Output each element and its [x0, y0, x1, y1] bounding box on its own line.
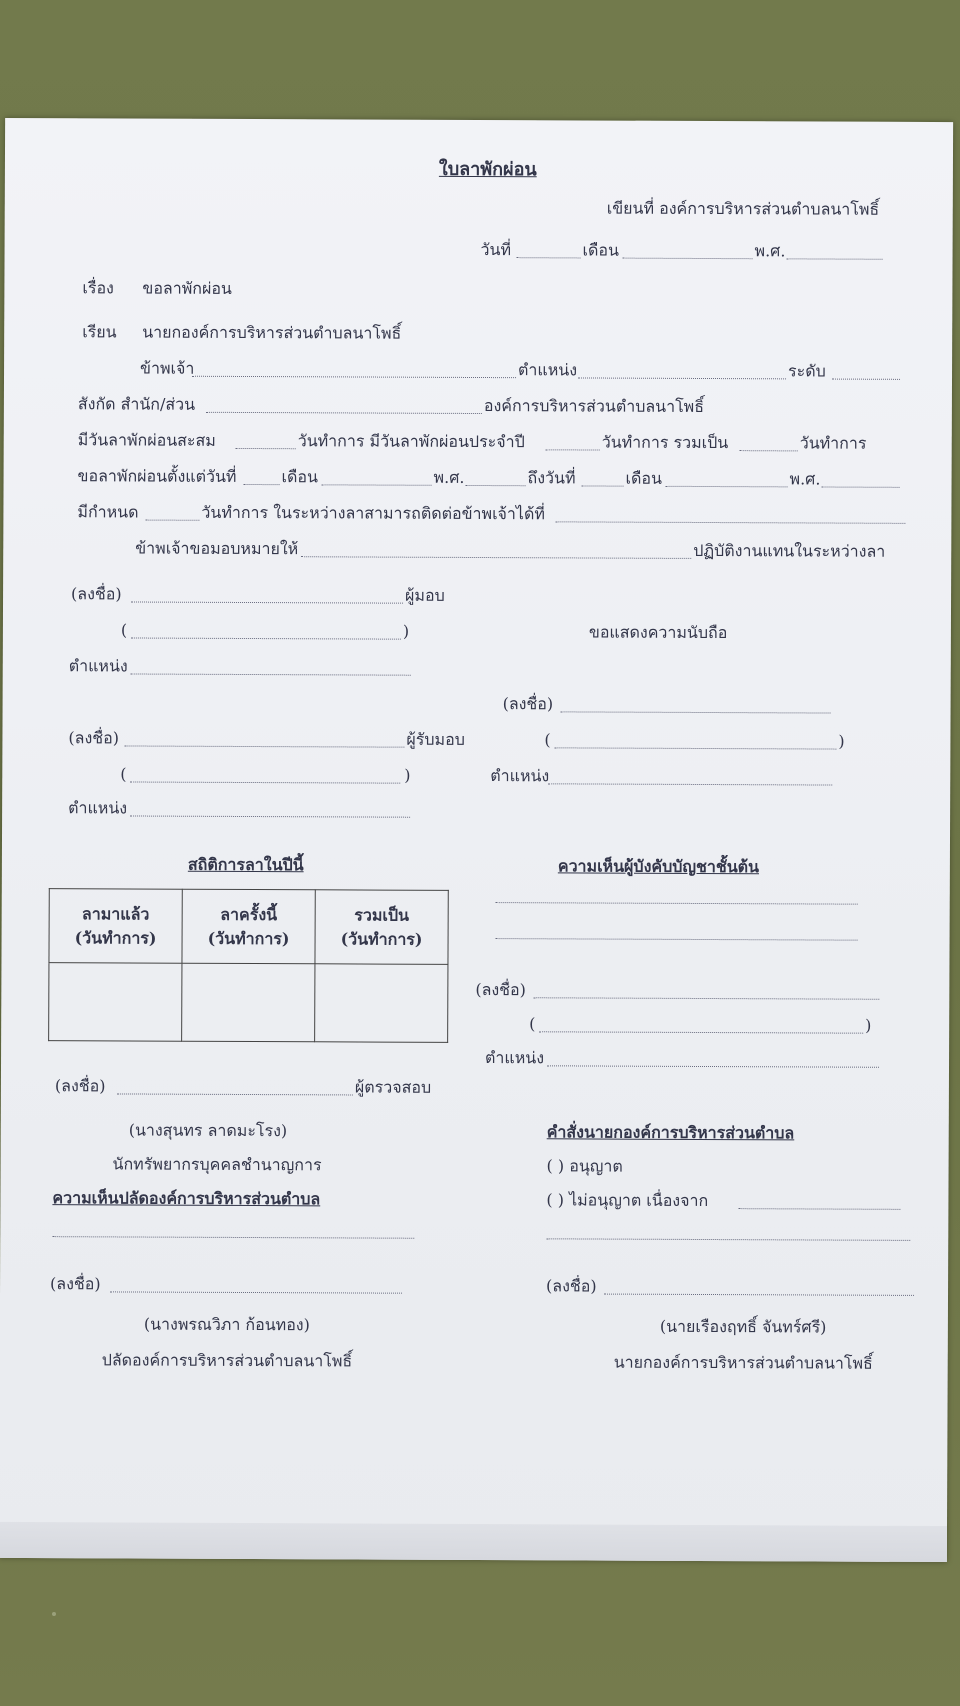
date-month-field[interactable]: [623, 258, 753, 260]
assign-label: ข้าพเจ้าขอมอบหมายให้: [135, 538, 299, 559]
receiver-role: ผู้รับมอบ: [406, 729, 465, 749]
applicant-sign-field[interactable]: [561, 711, 831, 713]
accum-days-field[interactable]: [236, 448, 296, 449]
stats-cell-this-time[interactable]: [182, 964, 315, 1042]
supervisor-sign-label: (ลงชื่อ): [475, 979, 526, 1000]
stats-header-this-time: ลาครั้งนี้ (วันทำการ): [182, 889, 315, 964]
receiver-position-label: ตำแหน่ง: [68, 798, 128, 818]
total-days-field[interactable]: [740, 450, 798, 451]
stats-header-taken: ลามาแล้ว (วันทำการ): [49, 889, 182, 964]
contact-field[interactable]: [555, 521, 905, 524]
assigner-position-label: ตำแหน่ง: [68, 656, 128, 676]
receiver-sign-label: (ลงชื่อ): [68, 728, 120, 748]
date-year-label: พ.ศ.: [754, 241, 786, 261]
written-at: เขียนที่ องค์การบริหารส่วนตำบลนาโพธิ์: [606, 198, 880, 219]
to-year-label: พ.ศ.: [789, 469, 821, 489]
assigner-paren-close: ): [402, 621, 410, 641]
receiver-position-field[interactable]: [130, 815, 410, 817]
receiver-name-field[interactable]: [130, 781, 400, 783]
applicant-paren-open: (: [544, 730, 551, 750]
affiliation-org: องค์การบริหารส่วนตำบลนาโพธิ์: [483, 396, 705, 416]
stats-cell-total[interactable]: [315, 964, 448, 1042]
to-month-field[interactable]: [666, 486, 788, 488]
stats-header-total: รวมเป็น (วันทำการ): [315, 890, 448, 965]
assigner-sign-label: (ลงชื่อ): [71, 584, 122, 604]
from-year-label: พ.ศ.: [433, 467, 465, 487]
to-value: นายกองค์การบริหารส่วนตำบลนาโพธิ์: [142, 322, 402, 343]
checker-sign-label: (ลงชื่อ): [54, 1076, 106, 1096]
assign-label-b: ปฏิบัติงานแทนในระหว่างลา: [693, 540, 886, 561]
to-year-field[interactable]: [822, 487, 900, 488]
assigner-name-field[interactable]: [131, 637, 401, 639]
supervisor-paren-open: (: [529, 1014, 536, 1034]
level-label: ระดับ: [788, 361, 826, 381]
approve-option[interactable]: ( ) อนุญาต: [546, 1156, 623, 1176]
receiver-sign-field[interactable]: [124, 745, 404, 747]
to-label: เรียน: [82, 322, 117, 342]
annual-days-field[interactable]: [546, 449, 600, 450]
stats-cell-taken[interactable]: [49, 963, 182, 1041]
contact-label: วันทำการ ในระหว่างลาสามารถติดต่อข้าพเจ้าได้ที่: [201, 502, 545, 524]
position-field[interactable]: [578, 377, 786, 379]
from-month-label: เดือน: [281, 467, 319, 487]
receiver-paren-open: (: [120, 764, 127, 784]
level-field[interactable]: [832, 379, 900, 380]
deny-reason-field[interactable]: [738, 1208, 900, 1210]
deputy-name: (นางพรณวิภา ก้อนทอง): [143, 1314, 310, 1335]
order-title: คำสั่งนายกองค์การบริหารส่วนตำบล: [546, 1122, 795, 1143]
applicant-position-field[interactable]: [548, 783, 832, 785]
assigner-sign-field[interactable]: [131, 601, 403, 603]
deputy-sign-label: (ลงชื่อ): [50, 1274, 101, 1294]
supervisor-opinion-title: ความเห็นผู้บังคับบัญชาชั้นต้น: [557, 856, 760, 877]
deputy-opinion-line[interactable]: [52, 1236, 414, 1239]
applicant-paren-close: ): [838, 731, 845, 751]
affiliation-label: สังกัด สำนัก/ส่วน: [77, 394, 196, 414]
supervisor-name-field[interactable]: [539, 1031, 863, 1033]
supervisor-opinion-line-1[interactable]: [496, 902, 858, 905]
mayor-title: นายกองค์การบริหารส่วนตำบลนาโพธิ์: [613, 1352, 873, 1373]
period-days-field[interactable]: [145, 520, 199, 521]
name-field[interactable]: [192, 376, 516, 378]
supervisor-sign-field[interactable]: [533, 997, 879, 1000]
checker-sign-field[interactable]: [117, 1093, 353, 1095]
paper-edge: [0, 1522, 947, 1562]
to-month-label: เดือน: [625, 468, 663, 488]
to-day-field[interactable]: [582, 485, 624, 486]
from-label: ขอลาพักผ่อนตั้งแต่วันที่: [77, 466, 237, 486]
checker-name: (นางสุนทร ลาดมะโรง): [128, 1120, 288, 1141]
deputy-opinion-title: ความเห็นปลัดองค์การบริหารส่วนตำบล: [52, 1188, 321, 1209]
stats-title: สถิติการลาในปีนี้: [187, 854, 304, 875]
assigner-paren-open: (: [120, 620, 128, 640]
date-day-label: วันที่: [480, 240, 512, 260]
accum-label-d: วันทำการ: [799, 433, 867, 453]
deny-option[interactable]: ( ) ไม่อนุญาต เนื่องจาก: [546, 1190, 709, 1211]
assignee-field[interactable]: [301, 556, 691, 559]
position-label: ตำแหน่ง: [518, 360, 578, 380]
deputy-sign-field[interactable]: [110, 1291, 402, 1293]
deny-reason-line-2[interactable]: [546, 1238, 910, 1241]
division-field[interactable]: [206, 412, 482, 414]
date-month-label: เดือน: [582, 240, 620, 260]
table-header-row: [49, 889, 448, 965]
checker-title: นักทรัพยากรบุคคลชำนาญการ: [112, 1154, 322, 1175]
supervisor-paren-close: ): [865, 1015, 872, 1035]
applicant-sign-label: (ลงชื่อ): [502, 694, 554, 714]
background-speck: [52, 1612, 56, 1616]
mayor-name: (นายเรืองฤทธิ์ จันทร์ศรี): [659, 1316, 827, 1337]
checker-role: ผู้ตรวจสอบ: [354, 1077, 432, 1097]
to-day-label: ถึงวันที่: [527, 468, 576, 488]
applicant-name-field[interactable]: [554, 747, 836, 749]
applicant-position-label: ตำแหน่ง: [490, 766, 550, 786]
supervisor-position-label: ตำแหน่ง: [485, 1048, 545, 1068]
mayor-sign-field[interactable]: [604, 1294, 914, 1296]
respect-text: ขอแสดงความนับถือ: [588, 622, 728, 643]
accum-label-b: วันทำการ มีวันลาพักผ่อนประจำปี: [297, 431, 525, 452]
from-day-field[interactable]: [244, 484, 280, 485]
accum-label-c: วันทำการ รวมเป็น: [601, 432, 729, 453]
table-row: [49, 963, 448, 1042]
leave-stats-table: [48, 888, 449, 1043]
subject-value: ขอลาพักผ่อน: [142, 278, 232, 298]
form-title: ใบลาพักผ่อน: [438, 158, 537, 181]
deputy-title: ปลัดองค์การบริหารส่วนตำบลนาโพธิ์: [101, 1350, 353, 1371]
supervisor-opinion-line-2[interactable]: [496, 938, 858, 941]
supervisor-position-field[interactable]: [547, 1065, 879, 1067]
subject-label: เรื่อง: [82, 278, 114, 298]
date-day-field[interactable]: [517, 257, 581, 258]
period-label: มีกำหนด: [77, 502, 139, 522]
date-year-field[interactable]: [787, 258, 883, 259]
from-year-field[interactable]: [466, 485, 526, 486]
assigner-role: ผู้มอบ: [405, 585, 445, 605]
from-month-field[interactable]: [322, 484, 432, 485]
mayor-sign-label: (ลงชื่อ): [546, 1276, 597, 1296]
receiver-paren-close: ): [404, 765, 411, 785]
leave-form-paper: [0, 118, 953, 1562]
accum-label: มีวันลาพักผ่อนสะสม: [77, 430, 216, 450]
assigner-position-field[interactable]: [131, 673, 411, 675]
me-label: ข้าพเจ้า: [140, 358, 195, 378]
